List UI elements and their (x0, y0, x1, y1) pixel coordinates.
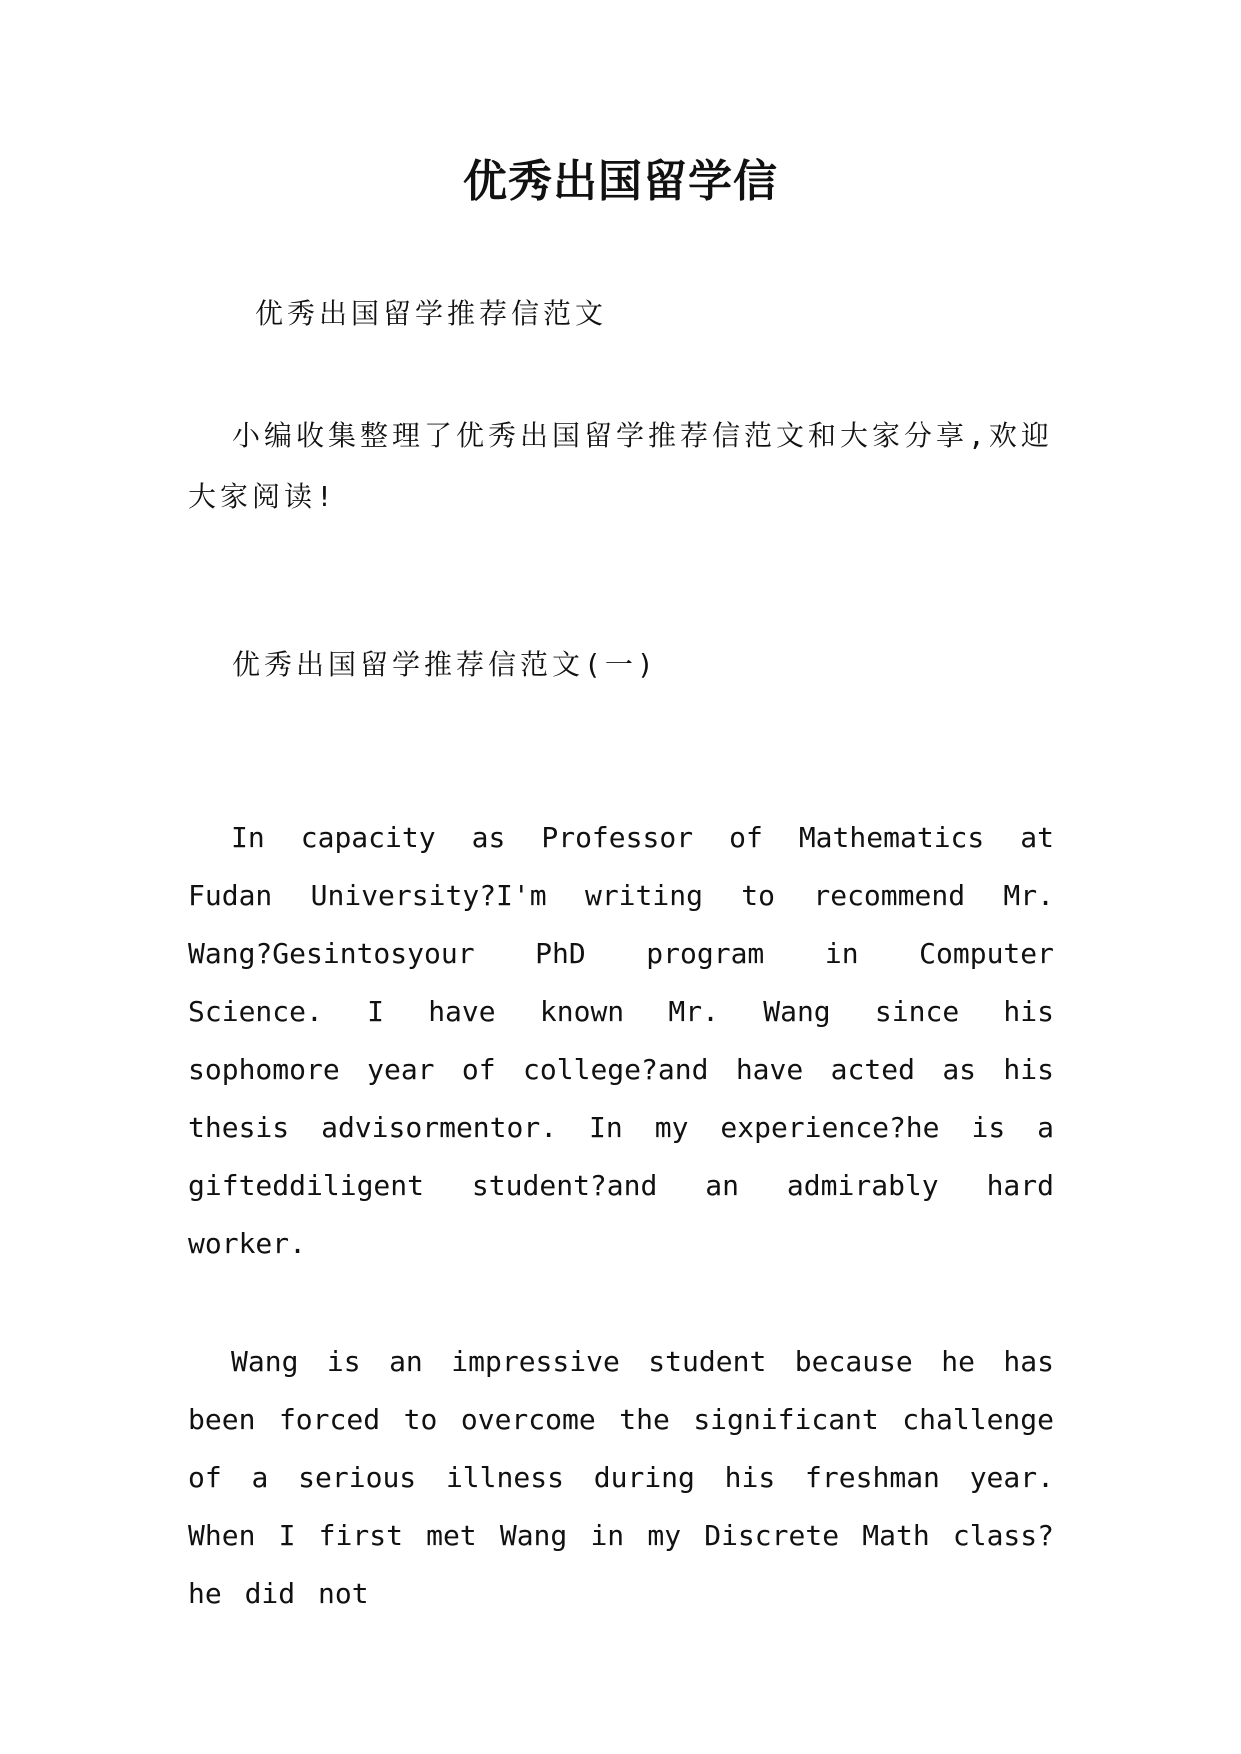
intro-paragraph: 小编收集整理了优秀出国留学推荐信范文和大家分享,欢迎大家阅读! (188, 419, 1053, 513)
document-title: 优秀出国留学信 (463, 156, 778, 207)
body-paragraph-2: Wang is an impressive student because he has been forced to overcome the significant challenge of a serious illness during his freshman year. When I first met Wang in my Discrete Math class?he did not (188, 1345, 1054, 1610)
document-subtitle: 优秀出国留学推荐信范文 (255, 297, 608, 330)
body-paragraph-1: In capacity as Professor of Mathematics at Fudan University?I'm writing to recommend Mr. Wang?Gesintosyour PhD program in Computer Science. I have known Mr. Wang since his sophomore year of college?and have acted as his thesis advisormentor. In my experience?he is a gifteddiligent student?and an admirably hard worker. (188, 821, 1054, 1260)
section-heading: 优秀出国留学推荐信范文(一) (232, 648, 658, 681)
